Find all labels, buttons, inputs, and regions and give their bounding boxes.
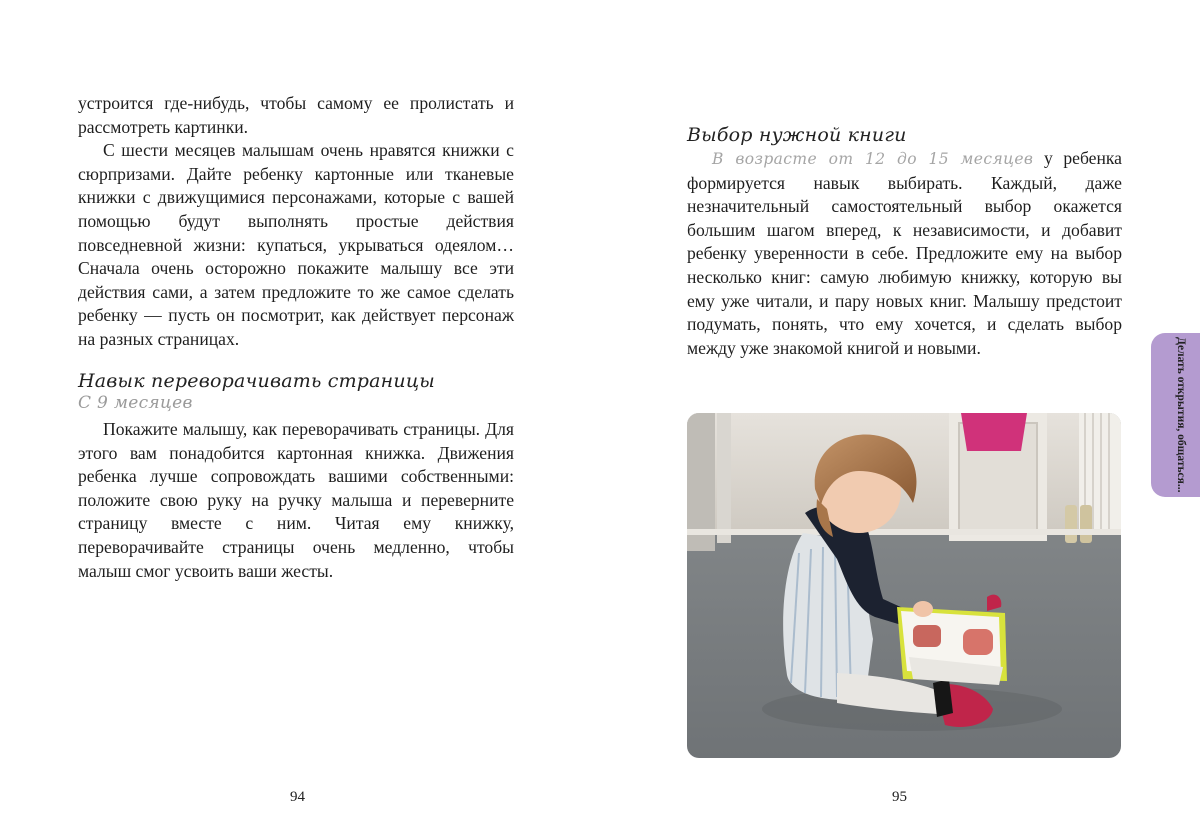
section-heading-book-choice: Выбор нужной книги	[687, 124, 907, 146]
paragraph-surprise-books: С шести месяцев малышам очень нравятся книжки с сюрпризами. Дайте ребенку картонные или тканевые книжки с движущимися персонажами, которые с вашей помощью будут выполнять простые действия повседневной жизни: купаться, укрываться одеялом… Сначала очень осторожно покажите малышу все эти действия сами, а затем предложите то же самое сделать ребенку — пусть он посмотрит, как действует персонаж на разных страницах.	[78, 140, 514, 349]
left-top-text	[78, 92, 514, 352]
paragraph-book-choice	[687, 147, 1122, 360]
page-number-right: 95	[892, 789, 907, 805]
section-subheading-age: С 9 месяцев	[78, 393, 193, 413]
page-number-left: 94	[290, 789, 305, 805]
right-section	[687, 124, 1122, 360]
section-heading-page-turning: Навык переворачивать страницы	[78, 370, 435, 392]
age-range-label: В возрасте от 12 до 15 месяцев	[712, 150, 1034, 168]
paragraph-book-choice-text: у ребенка формируется навык выбирать. Каждый, даже незначительный самостоятельный выбор окажется большим шагом вперед, к независимости, и добавит ребенку уверенности в себе. Предложите ему на выбор несколько книг: самую любимую книжку, которую вы ему уже читали, и пару новых книг. Малышу предстоит подумать, понять, что ему хочется, и сделать выбор между уже знакомой книгой и новыми.	[687, 148, 1122, 358]
photo-child-reading-book	[687, 413, 1121, 758]
paragraph-page-turning: Покажите малышу, как переворачивать страницы. Для этого вам понадобится картонная книжка. Движения ребенка лучше сопровождать вашими собственными: положите свою руку на ручку малыша и переверните страницу вместе с ним. Читая ему книжку, переворачивайте страницы очень медленно, чтобы малыш смог усвоить ваши жесты.	[78, 419, 514, 581]
paragraph-continued: устроится где-нибудь, чтобы самому ее пролистать и рассмотреть картинки.	[78, 93, 514, 137]
chapter-side-tab	[1151, 333, 1200, 497]
chapter-side-tab-label: Делать открытия, общаться...	[1175, 337, 1187, 493]
left-section	[78, 370, 514, 583]
